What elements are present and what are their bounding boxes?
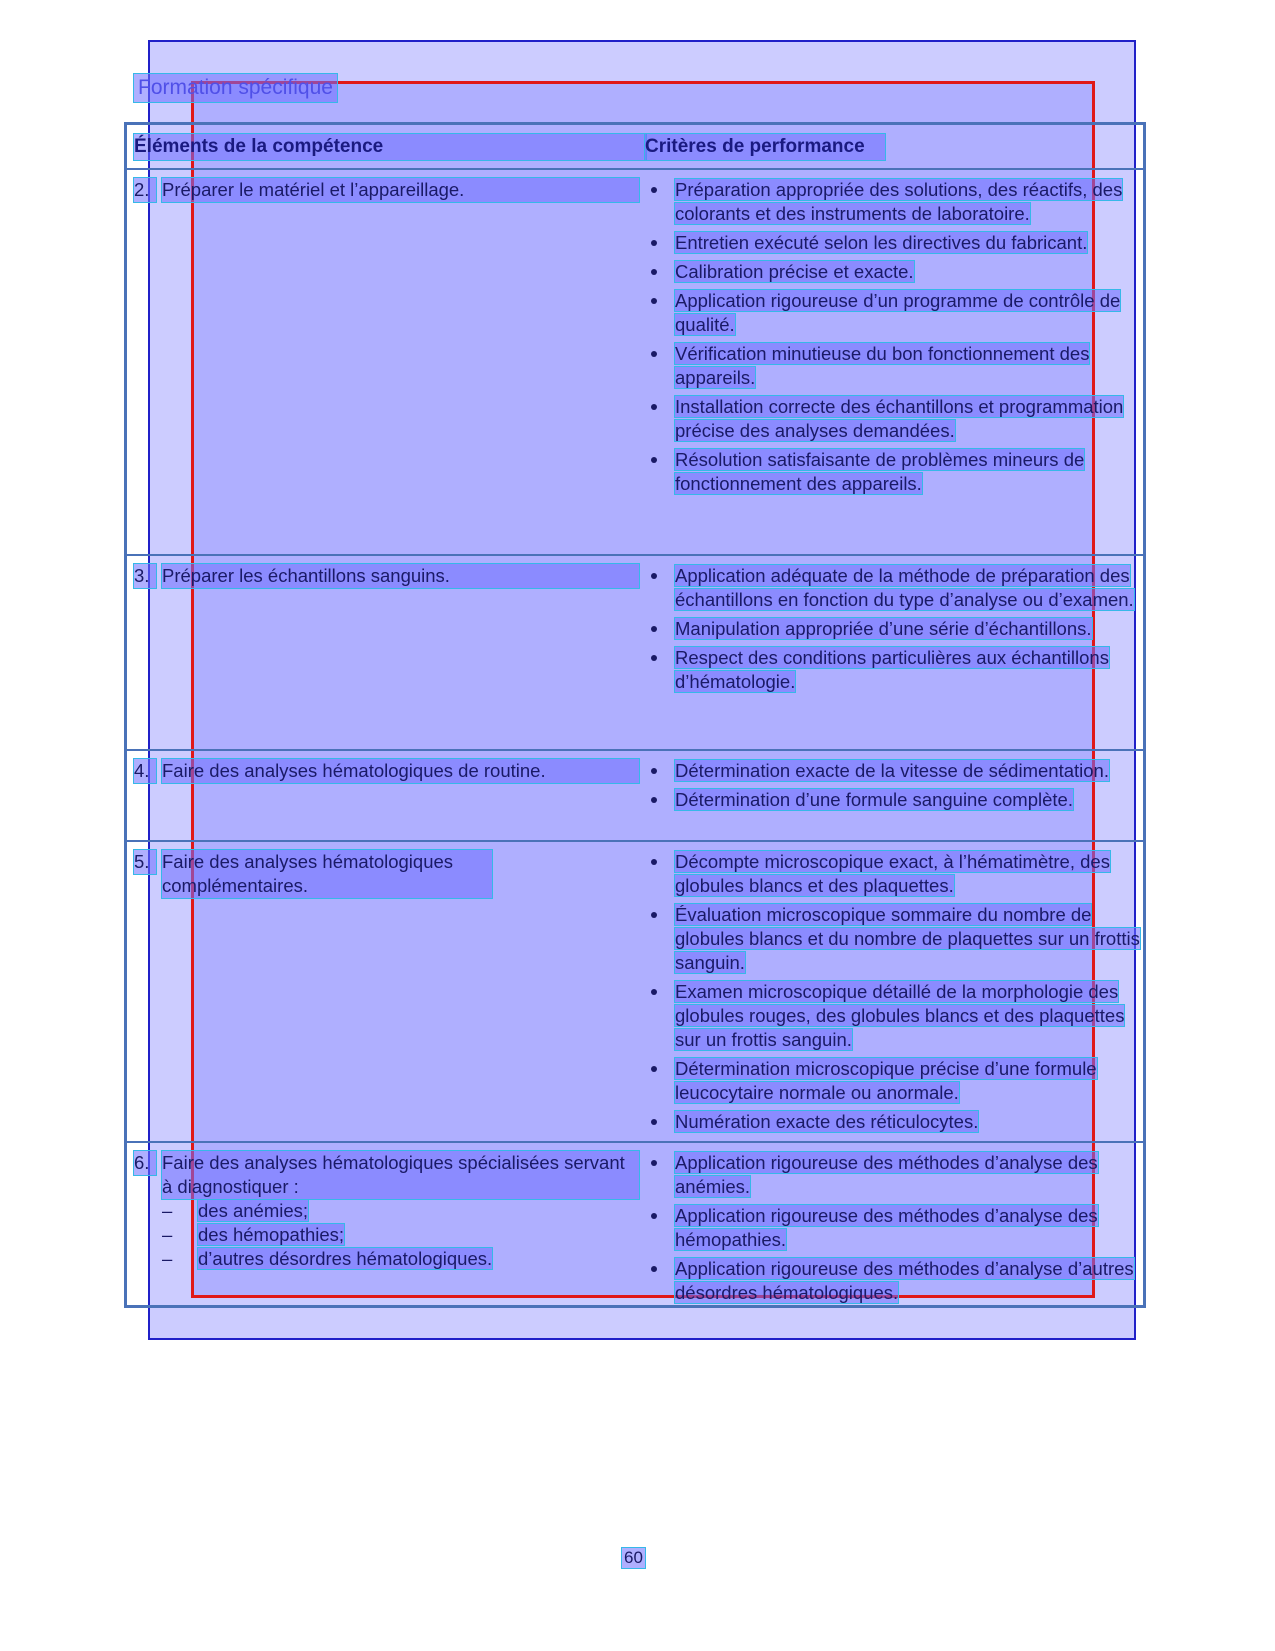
element-number: 6. — [134, 1151, 156, 1175]
element-text: Faire des analyses hématologiques complémentaires. — [162, 850, 492, 898]
criteria-list — [645, 850, 1142, 1139]
criterion-text: Entretien exécuté selon les directives du fabricant. — [675, 232, 1088, 253]
sub-item: – d’autres désordres hématologiques. — [162, 1248, 493, 1269]
bullet-icon — [651, 655, 657, 661]
criterion-text: Détermination exacte de la vitesse de sédimentation. — [675, 760, 1109, 781]
element-text: Préparer le matériel et l’appareillage. — [162, 178, 639, 202]
competence-element — [134, 564, 639, 588]
criterion-item — [645, 617, 1142, 641]
criterion-text: Calibration précise et exacte. — [675, 261, 914, 282]
table-header-row — [134, 130, 1142, 166]
criteria-list — [645, 1151, 1142, 1310]
criterion-text: Application rigoureuse des méthodes d’analyse des hémopathies. — [675, 1205, 1098, 1250]
criterion-item — [645, 759, 1142, 783]
bullet-icon — [651, 404, 657, 410]
criterion-item — [645, 564, 1142, 612]
bullet-icon — [651, 912, 657, 918]
element-number: 3. — [134, 564, 156, 588]
bullet-icon — [651, 1119, 657, 1125]
bullet-icon — [651, 989, 657, 995]
criterion-item — [645, 1257, 1142, 1305]
bullet-icon — [651, 626, 657, 632]
bullet-icon — [651, 1266, 657, 1272]
sub-item: – des anémies; — [162, 1200, 309, 1221]
criterion-item — [645, 1057, 1142, 1105]
competence-element — [134, 759, 639, 783]
row-divider — [124, 749, 1146, 751]
criterion-item — [645, 980, 1142, 1052]
bullet-icon — [651, 269, 657, 275]
criterion-text: Préparation appropriée des solutions, des réactifs, des colorants et des instruments de laboratoire. — [675, 179, 1123, 224]
sub-item-text: des anémies; — [198, 1200, 309, 1221]
criterion-item — [645, 903, 1142, 975]
criteria-list — [645, 564, 1142, 699]
criterion-text: Application rigoureuse des méthodes d’analyse des anémies. — [675, 1152, 1098, 1197]
criterion-text: Application rigoureuse des méthodes d’analyse d’autres désordres hématologiques. — [675, 1258, 1134, 1303]
criterion-item — [645, 1151, 1142, 1199]
criteria-list — [645, 759, 1142, 817]
bullet-icon — [651, 298, 657, 304]
bullet-icon — [651, 240, 657, 246]
criterion-text: Installation correcte des échantillons et programmation précise des analyses demandées. — [675, 396, 1124, 441]
criterion-item — [645, 1204, 1142, 1252]
criterion-text: Détermination microscopique précise d’une formule leucocytaire normale ou anormale. — [675, 1058, 1097, 1103]
criterion-item — [645, 231, 1142, 255]
criterion-text: Vérification minutieuse du bon fonctionnement des appareils. — [675, 343, 1090, 388]
criterion-text: Respect des conditions particulières aux échantillons d’hématologie. — [675, 647, 1109, 692]
criterion-text: Détermination d’une formule sanguine complète. — [675, 789, 1073, 810]
bullet-icon — [651, 768, 657, 774]
element-number: 2. — [134, 178, 156, 202]
bullet-icon — [651, 457, 657, 463]
criterion-text: Application rigoureuse d’un programme de contrôle de qualité. — [675, 290, 1121, 335]
bullet-icon — [651, 351, 657, 357]
criterion-text: Décompte microscopique exact, à l’hématimètre, des globules blancs et des plaquettes. — [675, 851, 1110, 896]
criterion-item — [645, 395, 1142, 443]
criterion-item — [645, 342, 1142, 390]
element-number: 5. — [134, 850, 156, 874]
criterion-text: Évaluation microscopique sommaire du nombre de globules blancs et du nombre de plaquettes sur un frottis sanguin. — [675, 904, 1140, 973]
criterion-item — [645, 850, 1142, 898]
bullet-icon — [651, 573, 657, 579]
criterion-item — [645, 260, 1142, 284]
element-text: Faire des analyses hématologiques spécialisées servant à diagnostiquer : — [162, 1151, 639, 1199]
criterion-text: Numération exacte des réticulocytes. — [675, 1111, 979, 1132]
bullet-icon — [651, 187, 657, 193]
criterion-text: Manipulation appropriée d’une série d’échantillons. — [675, 618, 1092, 639]
bullet-icon — [651, 797, 657, 803]
competence-element — [134, 178, 639, 202]
row-divider — [124, 1141, 1146, 1143]
page-number: 60 — [624, 1548, 643, 1567]
criterion-text: Application adéquate de la méthode de préparation des échantillons en fonction du type d’analyse ou d’examen. — [675, 565, 1134, 610]
row-divider — [124, 168, 1146, 170]
bullet-icon — [651, 1160, 657, 1166]
competence-element — [134, 850, 639, 898]
header-criteria: Critères de performance — [645, 134, 885, 160]
criterion-item — [645, 1110, 1142, 1134]
criterion-item — [645, 646, 1142, 694]
criterion-item — [645, 178, 1142, 226]
sub-item-text: des hémopathies; — [198, 1224, 345, 1245]
row-divider — [124, 840, 1146, 842]
criteria-list — [645, 178, 1142, 501]
element-number: 4. — [134, 759, 156, 783]
sub-item: – des hémopathies; — [162, 1224, 345, 1245]
element-text: Préparer les échantillons sanguins. — [162, 564, 639, 588]
bullet-icon — [651, 1213, 657, 1219]
bullet-icon — [651, 1066, 657, 1072]
criterion-item — [645, 788, 1142, 812]
header-elements: Éléments de la compétence — [134, 134, 646, 160]
competence-element — [134, 1151, 639, 1271]
criterion-text: Résolution satisfaisante de problèmes mineurs de fonctionnement des appareils. — [675, 449, 1085, 494]
element-text: Faire des analyses hématologiques de routine. — [162, 759, 639, 783]
criterion-item — [645, 448, 1142, 496]
bullet-icon — [651, 859, 657, 865]
criterion-item — [645, 289, 1142, 337]
section-title: Formation spécifique — [134, 74, 337, 102]
sub-item-text: d’autres désordres hématologiques. — [198, 1248, 493, 1269]
criterion-text: Examen microscopique détaillé de la morphologie des globules rouges, des globules blancs et des plaquettes sur un frottis sanguin. — [675, 981, 1125, 1050]
row-divider — [124, 554, 1146, 556]
